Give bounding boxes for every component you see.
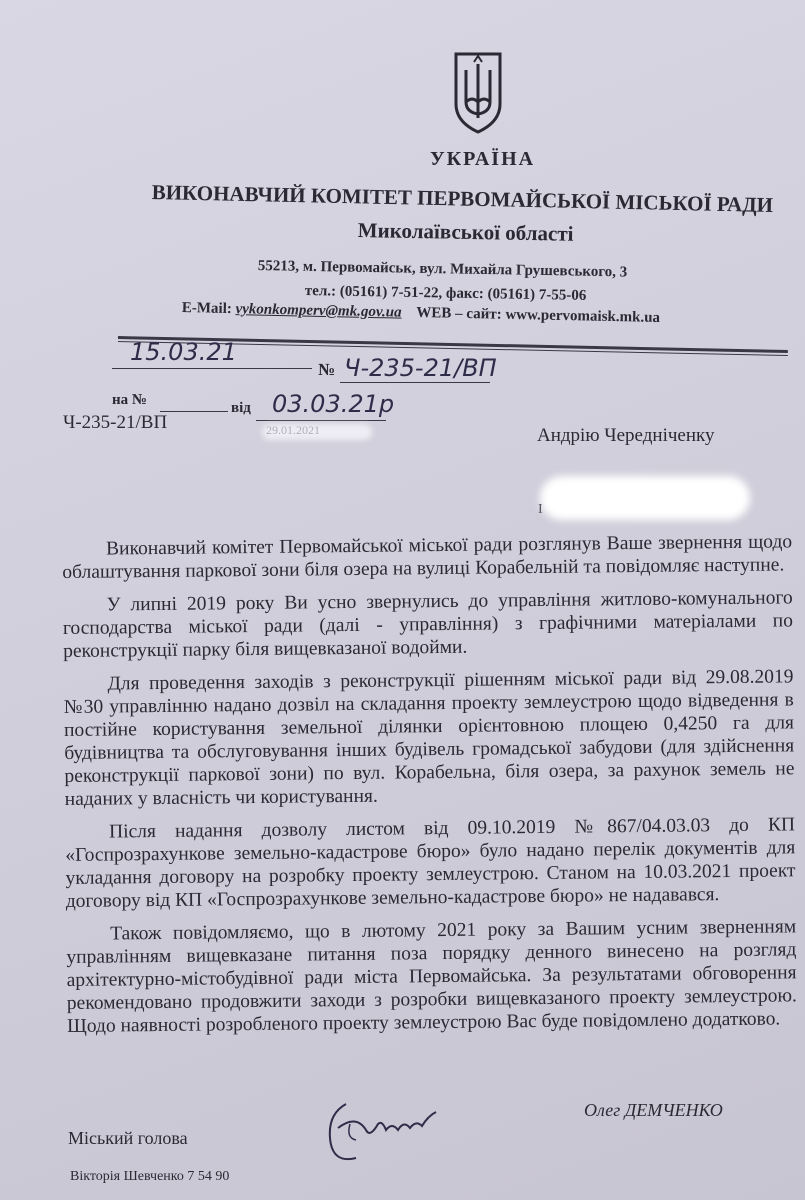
email-link[interactable]: vykonkomperv@mk.gov.ua [235, 301, 402, 321]
reply-number-underline [160, 411, 228, 412]
handwritten-date: 15.03.21 [130, 338, 237, 366]
signatory-name: Олег ДЕМЧЕНКО [584, 1100, 723, 1120]
letterhead-committee: ВИКОНАВЧИЙ КОМІТЕТ ПЕРВОМАЙСЬКОЇ МІСЬКОЇ РАДИ [151, 180, 774, 218]
letterhead-country: УКРАЇНА [430, 148, 536, 170]
redaction-blot [540, 476, 750, 520]
letterhead-region: Миколаївської області [357, 218, 574, 246]
paragraph-1: Виконавчий комітет Первомайської міської ради розглянув Ваше звернення щодо облаштування паркової зони біля озера на вулиці Корабельній та повідомляє наступне. [62, 531, 793, 583]
recipient-name: Андрію Чередніченку [537, 425, 715, 446]
handwritten-number: Ч-235-21/ВП [344, 354, 497, 382]
reply-number-label: на № [112, 392, 147, 408]
letterhead-address: 55213, м. Первомайськ, вул. Михайла Грушевського, 3 [257, 258, 628, 281]
website-text: WEB – сайт: www.pervomaisk.mk.ua [416, 304, 661, 327]
reply-from-label: від [231, 400, 251, 416]
paragraph-4: Після надання дозволу листом від 09.10.2019 №867/04.03.03 до КП «Госпрозрахункове земельно-кадастрове бюро» було надано перелік документів для укладання договору на розробку проекту землеустрою. Станом на 10.03.2021 проект договору від КП «Госпрозрахункове земельно-кадастрове бюро» не надавався. [65, 814, 796, 912]
document-author: Вікторія Шевченко 7 54 90 [70, 1169, 230, 1184]
trident-coat-of-arms-icon [452, 52, 504, 134]
reply-date-underline [256, 420, 386, 421]
faded-stamp-text: 29.01.2021 [266, 423, 320, 437]
letterhead-contacts [182, 300, 661, 327]
handwritten-signature [316, 1094, 446, 1174]
date-underline [112, 368, 312, 369]
paragraph-2: У липні 2019 року Ви усно звернулись до управління житлово-комунального господарства міської ради (далі - управління) з графічними матеріалами по реконструкції парку біля вищевказаної водойми. [62, 587, 794, 662]
signatory-position: Міський голова [68, 1128, 188, 1148]
reply-number-typed: Ч-235-21/ВП [63, 412, 168, 433]
number-sign: № [318, 360, 336, 379]
paragraph-5: Також повідомляємо, що в лютому 2021 року за Вашим усним зверненням управлінням вищевказане питання поза порядку денного винесено на розгляд архітектурно-містобудівної ради міста Первомайська. За результатами обговорення рекомендовано продовжити заходи з розробки вищевказаного проекту землеустрою. Щодо наявності розробленого проекту землеустрою Вас буде повідомлено додатково. [66, 916, 797, 1037]
redacted-address-fragment: І [538, 502, 543, 517]
handwritten-reply-date: 03.03.21р [272, 390, 395, 418]
paragraph-3: Для проведення заходів з реконструкції рішенням міської ради від 29.08.2019 №30 управлінню надано дозвіл на складання проекту землеустрою щодо відведення в постійне користування земельної ділянки орієнтовною площею 0,4250 га для будівництва та обслуговування інших будівель громадської забудови (для здійснення реконструкції паркової зони) по вул. Корабельна, біля озера, за рахунок земель не наданих у власність чи користування. [63, 666, 795, 810]
letter-body [62, 530, 797, 1048]
email-label: E-Mail: [181, 300, 232, 318]
number-underline [340, 382, 490, 383]
letterhead-phone-fax: тел.: (05161) 7-51-22, факс: (05161) 7-55-06 [304, 283, 587, 304]
